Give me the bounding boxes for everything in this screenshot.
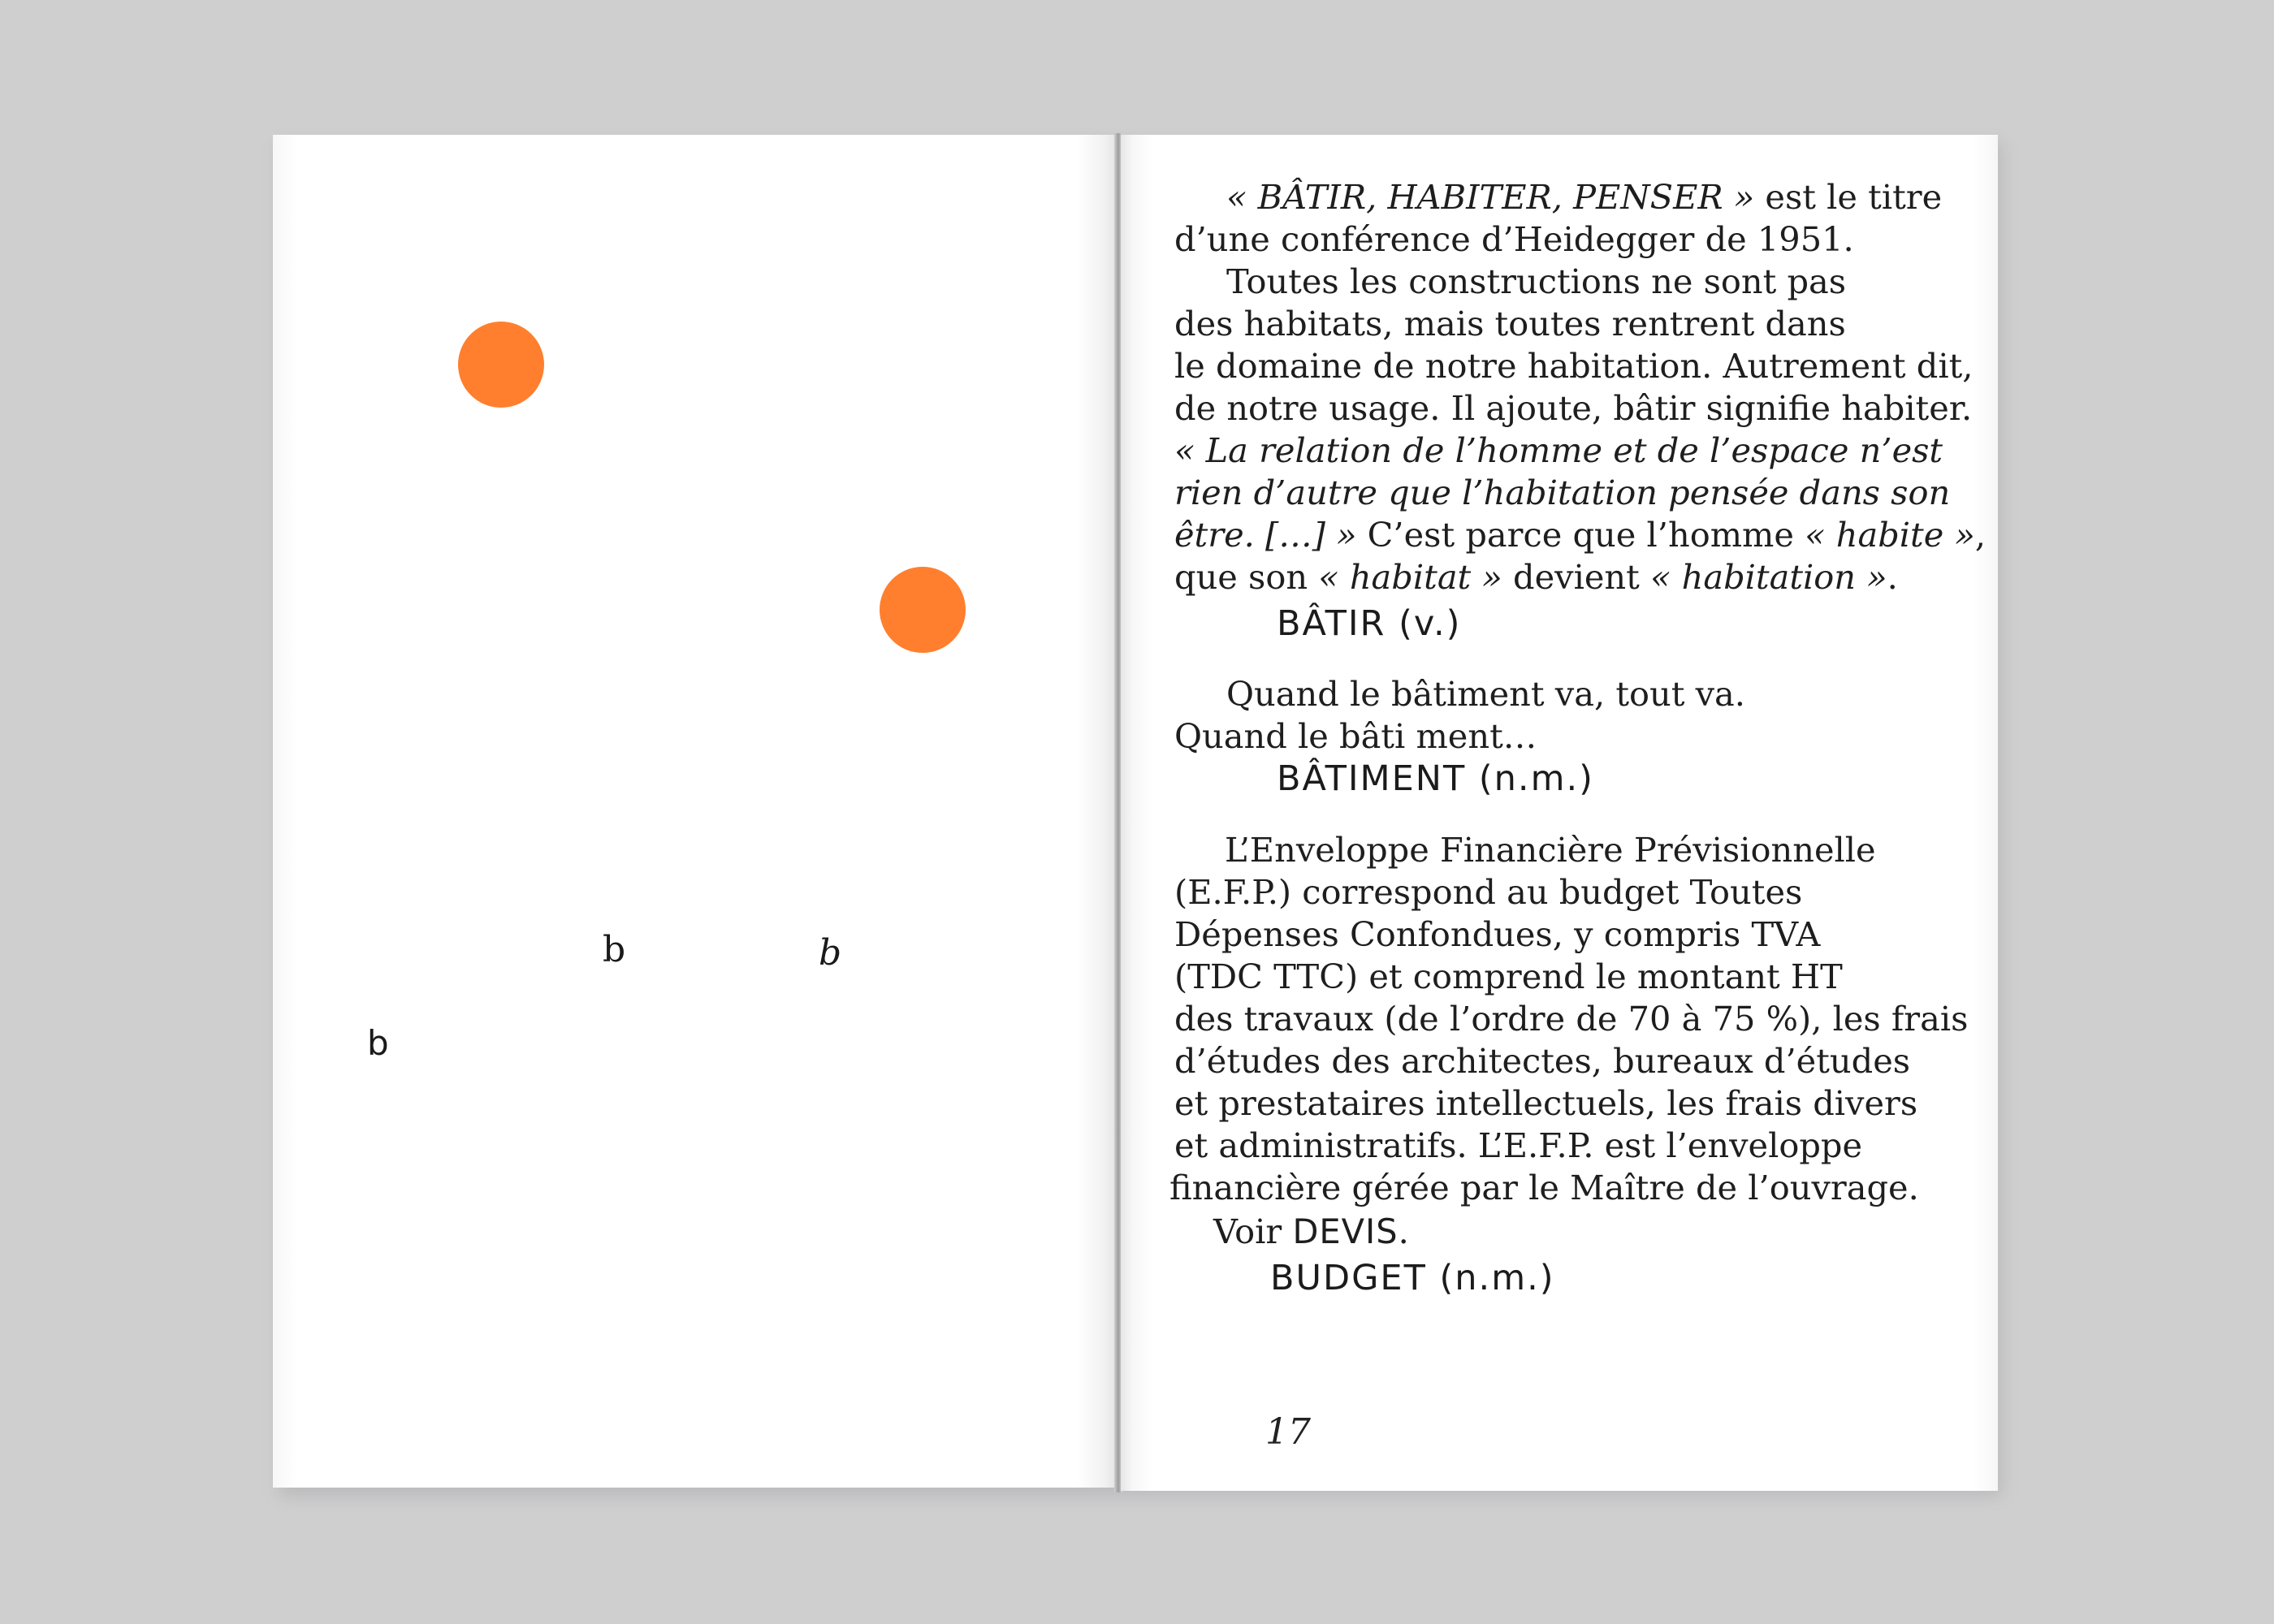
text-line: (E.F.P.) correspond au budget Toutes — [1174, 872, 1803, 912]
text-line: financière gérée par le Maître de l’ouvrage. — [1169, 1168, 1919, 1207]
text-fragment: devient — [1502, 557, 1651, 597]
text-line: Dépenses Confondues, y compris TVA — [1174, 914, 1821, 954]
text-fragment: C’est parce que l’homme — [1356, 515, 1805, 555]
text-fragment: « habite » — [1805, 515, 1975, 555]
text-fragment: « habitat » — [1318, 557, 1502, 597]
text-line — [1174, 557, 1898, 597]
orange-dot — [880, 567, 966, 653]
see-prefix: Voir — [1213, 1212, 1293, 1251]
text-line: des travaux (de l’ordre de 70 à 75 %), les frais — [1174, 999, 1969, 1039]
quote-line: rien d’autre que l’habitation pensée dans son — [1174, 473, 1951, 512]
text-fragment: est le titre — [1754, 177, 1943, 217]
see-also-reference: DEVIS — [1292, 1212, 1399, 1251]
text-line: Quand le bâtiment va, tout va. — [1226, 674, 1745, 714]
text-line: L’Enveloppe Financière Prévisionnelle — [1225, 830, 1876, 870]
text-line — [1174, 515, 1987, 555]
text-fragment: que son — [1174, 557, 1319, 597]
orange-dot — [458, 322, 544, 408]
text-line: et administratifs. L’E.F.P. est l’enveloppe — [1174, 1125, 1863, 1165]
text-fragment: , — [1974, 515, 1987, 555]
headword-batiment: BÂTIMENT (n.m.) — [1277, 758, 1594, 799]
letter-b-sans: b — [367, 1023, 389, 1063]
text-line: Quand le bâti ment… — [1174, 716, 1537, 756]
text-line: de notre usage. Il ajoute, bâtir signifie habiter. — [1174, 388, 1973, 428]
headword-budget: BUDGET (n.m.) — [1270, 1258, 1555, 1298]
letter-b: b — [603, 929, 626, 970]
text-line: des habitats, mais toutes rentrent dans — [1174, 304, 1846, 343]
text-fragment: « habitation » — [1650, 557, 1887, 597]
see-also-line — [1213, 1212, 1409, 1251]
italic-title: « BÂTIR, HABITER, PENSER » — [1226, 177, 1755, 217]
page-number: 17 — [1265, 1411, 1311, 1453]
text-line: le domaine de notre habitation. Autrement dit, — [1174, 346, 1974, 386]
quote-line: « La relation de l’homme et de l’espace n’est — [1174, 430, 1943, 470]
text-line — [1226, 177, 1943, 217]
text-line: et prestataires intellectuels, les frais divers — [1174, 1083, 1918, 1123]
headword-batir: BÂTIR (v.) — [1277, 603, 1462, 644]
text-fragment: être. […] » — [1174, 515, 1357, 555]
see-suffix: . — [1398, 1212, 1409, 1251]
text-line: d’études des architectes, bureaux d’études — [1174, 1041, 1911, 1081]
text-fragment: . — [1887, 557, 1898, 597]
text-line: d’une conférence d’Heidegger de 1951. — [1174, 219, 1854, 259]
left-page — [273, 135, 1118, 1488]
letter-b-italic: b — [819, 932, 842, 974]
text-line: (TDC TTC) et comprend le montant HT — [1174, 957, 1843, 996]
text-line: Toutes les constructions ne sont pas — [1226, 261, 1847, 301]
